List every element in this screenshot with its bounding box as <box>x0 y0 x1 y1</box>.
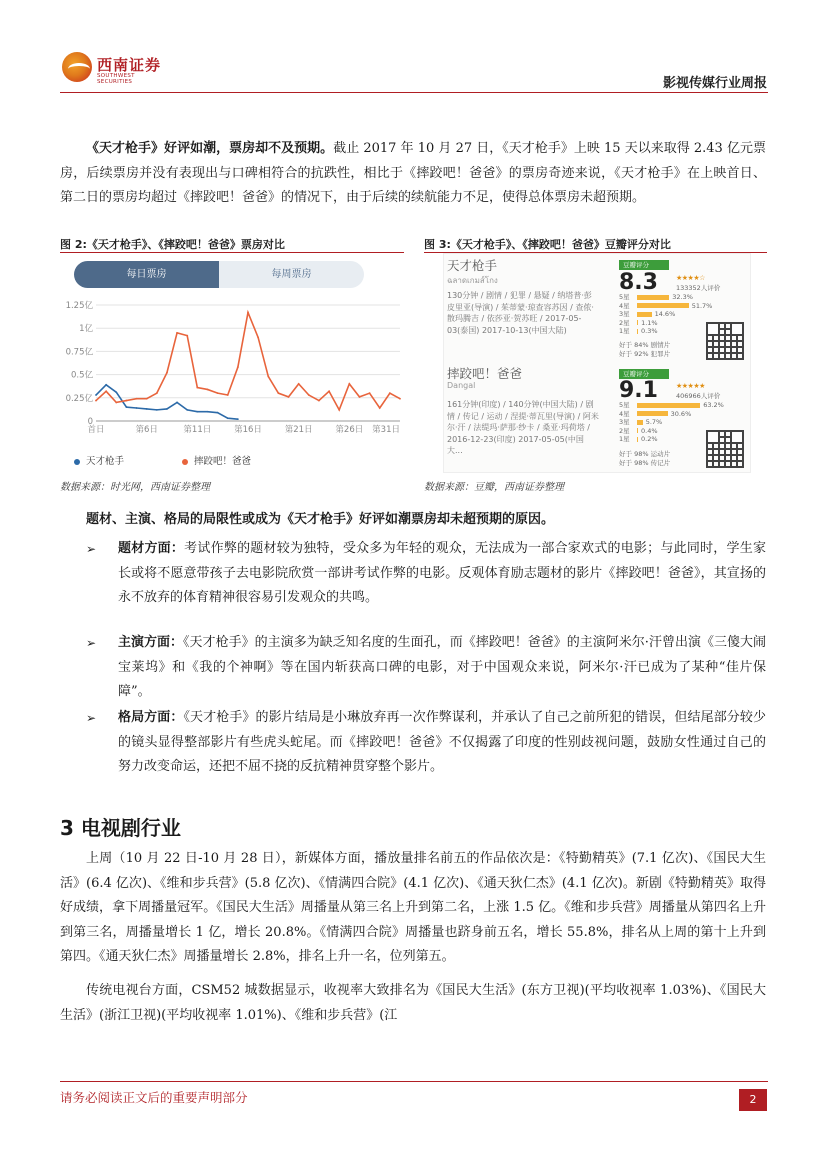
data-point <box>298 383 300 385</box>
data-point <box>196 387 198 389</box>
data-point <box>105 384 107 386</box>
data-point <box>95 394 97 396</box>
data-point <box>207 389 209 391</box>
data-point <box>166 372 168 374</box>
y-tick-label: 0.75亿 <box>65 347 93 358</box>
data-point <box>348 383 350 385</box>
movie2-info: 161分钟(印度) / 140分钟(中国大陆) / 剧情 / 传记 / 运动 / 涅提·蒂瓦里(导演) / 阿米尔·汗 / 法缇玛·萨那·纱卡 / 桑亚·玛荷塔 / 2016-12-23(印度) 2017-05-05(中国大... <box>447 400 599 455</box>
x-tick-label: 第11日 <box>183 425 212 435</box>
rating-row <box>619 294 693 301</box>
legend-label: 摔跤吧！爸爸 <box>194 456 252 467</box>
rating-row <box>619 303 712 310</box>
data-point <box>389 392 391 394</box>
rating-percent: 5.7% <box>645 418 663 426</box>
y-tick-label: 0 <box>87 417 93 427</box>
data-point <box>136 407 138 409</box>
bullet-lead: 主演方面： <box>118 635 184 650</box>
rating-bar <box>637 403 700 408</box>
rating-star-label: 2星 <box>619 426 630 435</box>
page-number: 2 <box>739 1089 767 1111</box>
rating-row <box>619 411 691 418</box>
rating-star-label: 3星 <box>619 310 630 318</box>
movie1-douban-badge: 豆瓣评分 <box>619 260 669 270</box>
rating-percent: 51.7% <box>691 301 713 310</box>
rating-star-label: 3星 <box>619 418 630 426</box>
legend-dot-icon <box>74 459 80 465</box>
movie1-info: 130分钟 / 剧情 / 犯罪 / 悬疑 / 纳塔普·彭皮里亚(导演) / 茱蒂蒙·琼查容苏因 / 查侬·散玛腾吉 / 依莎亚·贺苏旺 / 2017-05-03(泰国) 2017-10-13(中国大陆) <box>447 291 594 335</box>
data-point <box>176 402 178 404</box>
movie1-votes: 133352人评价 <box>676 284 721 292</box>
bullet-body: 《天才枪手》的主演多为缺乏知名度的生面孔，而《摔跤吧！爸爸》的主演阿米尔·汗曾出演《三傻大闹宝莱坞》和《我的个神啊》等在国内斩获高口碑的电影，对于中国观众来说，阿米尔·汗已成为了某种“佳片保障”。 <box>118 635 766 699</box>
rating-row <box>619 419 662 426</box>
data-point <box>278 392 280 394</box>
report-title: 影视传媒行业周报 <box>662 76 767 91</box>
company-logo <box>62 52 172 86</box>
data-point <box>196 411 198 413</box>
rating-row <box>619 320 658 327</box>
figure2-source: 数据来源：时光网，西南证券整理 <box>60 482 210 493</box>
bullet-body: 《天才枪手》的影片结局是小琳放弃再一次作弊谋利，并承认了自己之前所犯的错误，但结尾部分较少的镜头显得整部影片有些虎头蛇尾。而《摔跤吧！爸爸》不仅揭露了印度的性别歧视问题，鼓励女性通过自己的努力改变命运，还把不屈不挠的反抗精神贯穿整个影片。 <box>118 710 766 774</box>
boxoffice-chart <box>60 253 404 473</box>
rating-star-label: 4星 <box>619 409 630 418</box>
data-point <box>136 398 138 400</box>
rating-star-label: 2星 <box>619 318 630 327</box>
rating-bar <box>637 329 638 334</box>
data-point <box>126 406 128 408</box>
intro-paragraph <box>60 137 766 211</box>
bullet-structure <box>118 706 766 780</box>
rating-star-label: 1星 <box>619 327 630 335</box>
rating-row <box>619 436 658 443</box>
rating-bar <box>637 295 669 300</box>
movie2-stars-icon: ★★★★★ <box>676 382 705 390</box>
section-title: 3 电视剧行业 <box>60 816 181 840</box>
rating-star-label: 1星 <box>619 435 630 443</box>
rating-percent: 30.6% <box>670 409 692 418</box>
data-point <box>95 400 97 402</box>
data-point <box>328 390 330 392</box>
movie1-score: 8.3 <box>619 270 658 295</box>
data-point <box>369 392 371 394</box>
bullet-arrow-icon: ➢ <box>86 711 97 725</box>
header-divider <box>60 92 768 93</box>
rating-star-label: 4星 <box>619 301 630 310</box>
boxoffice-line-chart <box>60 253 404 453</box>
movie2-douban-badge: 豆瓣评分 <box>619 369 669 379</box>
movie2-qr-code-icon <box>706 430 744 468</box>
movie2-score: 9.1 <box>619 378 658 403</box>
y-tick-label: 1.25亿 <box>65 301 93 311</box>
y-tick-label: 0.5亿 <box>70 370 93 381</box>
rating-bar <box>637 411 668 416</box>
bullet-lead: 格局方面： <box>118 710 184 725</box>
rating-percent: 14.6% <box>654 310 676 318</box>
data-point <box>207 411 209 413</box>
data-point <box>237 366 239 368</box>
logo-chinese-name: 西南证券 <box>97 56 162 74</box>
x-tick-label: 第6日 <box>135 425 158 435</box>
movie2-votes: 406966人评价 <box>676 392 721 400</box>
data-point <box>247 312 249 314</box>
y-tick-label: 0.25亿 <box>65 393 93 404</box>
rating-star-label: 5星 <box>619 401 630 409</box>
rating-percent: 0.4% <box>641 426 658 435</box>
rating-bar <box>637 420 643 425</box>
figure2-title: 图 2:《天才枪手》、《摔跤吧！爸爸》票房对比 <box>60 238 285 251</box>
bullet-arrow-icon: ➢ <box>86 542 97 556</box>
logo-english-name: SOUTHWEST SECURITIES <box>97 73 135 85</box>
rating-bar <box>637 303 689 308</box>
data-point <box>156 409 158 411</box>
data-point <box>126 400 128 402</box>
rating-percent: 0.3% <box>641 327 658 335</box>
data-point <box>227 417 229 419</box>
bullet-cast <box>118 631 766 705</box>
movie1-better-than-1: 好于 84% 剧情片 <box>619 341 671 349</box>
movie2-better-than-2: 好于 98% 传记片 <box>619 459 671 467</box>
footer-notice: 请务必阅读正文后的重要声明部分 <box>60 1090 248 1105</box>
data-point <box>217 392 219 394</box>
x-tick-label: 首日 <box>87 425 105 435</box>
rating-percent: 63.2% <box>703 401 724 409</box>
rating-bar <box>637 312 652 317</box>
footer-divider <box>60 1081 768 1082</box>
movie1-stars-icon: ★★★★☆ <box>676 274 705 282</box>
movie1-subtitle: ฉลาดเกมส์โกง <box>447 276 498 285</box>
movie1-title: 天才枪手 <box>447 258 498 273</box>
bullet-arrow-icon: ➢ <box>86 636 97 650</box>
data-point <box>146 408 148 410</box>
x-tick-label: 第31日 <box>372 425 400 435</box>
logo-swoosh-icon <box>68 63 90 75</box>
data-point <box>115 402 117 404</box>
rating-row <box>619 402 724 409</box>
data-point <box>257 337 259 339</box>
movie1-qr-code-icon <box>706 322 744 360</box>
data-point <box>318 400 320 402</box>
data-point <box>176 332 178 334</box>
data-point <box>379 407 381 409</box>
legend-item-series-1 <box>74 453 124 467</box>
data-point <box>267 376 269 378</box>
series-line-2 <box>96 312 400 409</box>
data-point <box>146 398 148 400</box>
figure3-title: 图 3:《天才枪手》、《摔跤吧！爸爸》豆瓣评分对比 <box>424 238 671 251</box>
data-point <box>186 335 188 337</box>
movie2-better-than-1: 好于 98% 运动片 <box>619 450 671 458</box>
tv-paragraph-2: 传统电视台方面，CSM52 城数据显示，收视率大致排名为《国民大生活》(东方卫视)(平均收视率 1.03%)、《国民大生活》(浙江卫视)(平均收视率 1.01%)、《维和步兵营》(江 <box>60 983 766 1023</box>
rating-bar <box>637 437 638 442</box>
rating-bar <box>637 320 638 325</box>
data-point <box>359 396 361 398</box>
rating-bar <box>637 428 638 433</box>
movie2-title: 摔跤吧！爸爸 <box>447 366 523 381</box>
data-point <box>288 396 290 398</box>
rating-star-label: 5星 <box>619 293 630 301</box>
rating-row <box>619 311 675 318</box>
data-point <box>186 409 188 411</box>
data-point <box>217 412 219 414</box>
legend-item-series-2 <box>182 453 251 467</box>
rating-row <box>619 428 658 435</box>
bullet-lead: 题材方面： <box>118 541 185 556</box>
rating-row <box>619 328 658 335</box>
tv-paragraph-1: 上周（10 月 22 日-10 月 28 日），新媒体方面，播放量排名前五的作品依次是：《特勤精英》(7.1 亿次)、《国民大生活》(6.4 亿次)、《维和步兵营》(5.8 亿次)、《情满四合院》(4.1 亿次)、《通天狄仁杰》(4.1 亿次)。新剧《特勤精英》取得好成绩，拿下周播量冠军。《国民大生活》周播量从第三名上升到第二名，上涨 1.5 亿。《维和步兵营》周播量从第四名上升到第三名，周播量增长 1 亿，增长 20.8%。《情满四合院》周播量也跻身前五名，增长 55.8%，排名从上周的第十上升到第四。《通天狄仁杰》周播量增长 2.8%，排名上升一名，位列第五。 <box>60 851 766 964</box>
data-point <box>156 392 158 394</box>
rating-percent: 1.1% <box>641 318 658 327</box>
tab-daily-boxoffice[interactable]: 每日票房 <box>74 261 219 288</box>
data-point <box>166 408 168 410</box>
x-tick-label: 第21日 <box>284 425 313 435</box>
legend-dot-icon <box>182 459 188 465</box>
movie1-better-than-2: 好于 92% 犯罪片 <box>619 350 671 358</box>
rating-percent: 32.3% <box>672 293 693 301</box>
data-point <box>237 418 239 420</box>
intro-lead: 《天才枪手》好评如潮，票房却不及预期。 <box>86 141 334 156</box>
tab-weekly-boxoffice[interactable]: 每周票房 <box>219 261 364 288</box>
data-point <box>105 390 107 392</box>
x-tick-label: 第26日 <box>335 425 364 435</box>
movie2-subtitle: Dangal <box>447 381 476 390</box>
data-point <box>227 394 229 396</box>
intro-text: 截止 2017 年 10 月 27 日，《天才枪手》上映 15 天以来取得 2.43 亿元票房，后续票房并没有表现出与口碑相符合的抗跌性，相比于《摔跤吧！爸爸》的票房奇迹来说，《天才枪手》在上映首日、第二日的票房均超过《摔跤吧！爸爸》的情况下，由于后续的续航能力不足，使得总体票房未超预期。 <box>60 141 766 205</box>
bullet-body: 考试作弊的题材较为独特，受众多为年轻的观众，无法成为一部合家欢式的电影；与此同时，学生家长或将不愿意带孩子去电影院欣赏一部讲考试作弊的电影。反观体育励志题材的影片《摔跤吧！爸爸》，其宣扬的永不放弃的体育精神很容易引发观众的共鸣。 <box>118 541 766 605</box>
rating-percent: 0.2% <box>641 435 658 443</box>
legend-label: 天才枪手 <box>86 456 125 467</box>
figure3-source: 数据来源：豆瓣，西南证券整理 <box>424 482 564 493</box>
x-tick-label: 第16日 <box>234 425 262 435</box>
data-point <box>338 409 340 411</box>
douban-rating-image <box>443 253 751 473</box>
y-tick-label: 1亿 <box>79 324 93 335</box>
data-point <box>399 398 401 400</box>
data-point <box>308 394 310 396</box>
data-point <box>115 391 117 393</box>
bullet-subject <box>118 537 766 611</box>
reason-heading: 题材、主演、格局的局限性或成为《天才枪手》好评如潮票房却未超预期的原因。 <box>86 512 555 527</box>
